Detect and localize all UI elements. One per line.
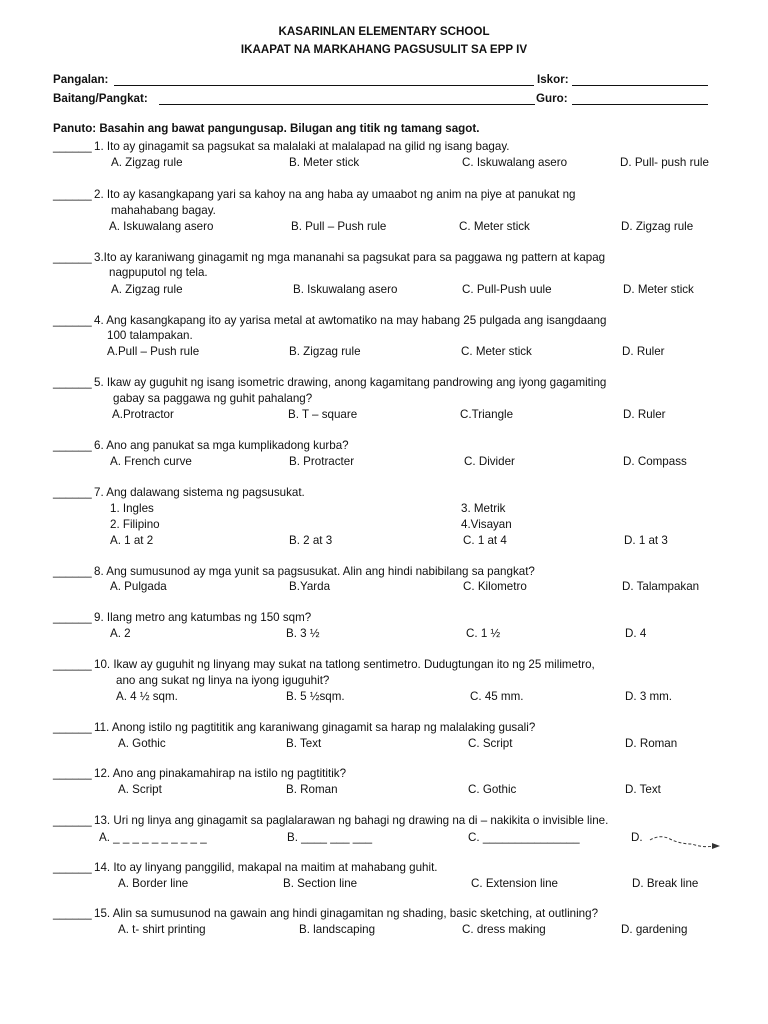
- choice-a[interactable]: A. Iskuwalang asero: [109, 220, 214, 233]
- choice-a[interactable]: A.Pull – Push rule: [107, 345, 200, 358]
- choice-d[interactable]: D. Roman: [625, 737, 678, 750]
- break-line-icon: [648, 834, 722, 852]
- choice-a[interactable]: A. Zigzag rule: [111, 156, 183, 169]
- exam-title: IKAAPAT NA MARKAHANG PAGSUSULIT SA EPP IV: [240, 43, 528, 56]
- choice-d[interactable]: D. 1 at 3: [624, 534, 668, 547]
- choice-d[interactable]: D. Ruler: [623, 408, 666, 421]
- choice-c[interactable]: C. Divider: [464, 455, 515, 468]
- choice-c[interactable]: C. Extension line: [471, 877, 558, 890]
- answer-blank[interactable]: ______: [53, 907, 92, 920]
- choice-c[interactable]: C.Triangle: [460, 408, 514, 421]
- question-text: 13. Uri ng linya ang ginagamit sa paglalarawan ng bahagi ng drawing na di – nakikita o invisible line.: [94, 814, 609, 827]
- choice-d[interactable]: D.: [631, 831, 643, 844]
- choice-b[interactable]: B. Protracter: [289, 455, 355, 468]
- choice-a[interactable]: A. Zigzag rule: [111, 283, 183, 296]
- choice-d[interactable]: D. Talampakan: [622, 580, 700, 593]
- option-4: 4.Visayan: [461, 518, 512, 531]
- choice-b[interactable]: B. Section line: [283, 877, 358, 890]
- pangalan-field[interactable]: [114, 85, 534, 86]
- question-text: 3.Ito ay karaniwang ginagamit ng mga mananahi sa pagsukat para sa paggawa ng pattern at kapag: [94, 251, 606, 264]
- answer-blank[interactable]: ______: [53, 251, 92, 264]
- answer-blank[interactable]: ______: [53, 140, 92, 153]
- question-text: 2. Ito ay kasangkapang yari sa kahoy na ang haba ay umaabot ng anim na piye at panukat ng: [94, 188, 576, 201]
- question-text: 11. Anong istilo ng pagtititik ang karaniwang ginagamit sa harap ng malalaking gusali?: [94, 721, 536, 734]
- choice-b[interactable]: B. Pull – Push rule: [291, 220, 387, 233]
- iskor-label: Iskor:: [537, 73, 569, 86]
- guro-field[interactable]: [572, 104, 708, 105]
- question-text: 7. Ang dalawang sistema ng pagsusukat.: [94, 486, 305, 499]
- answer-blank[interactable]: ______: [53, 376, 92, 389]
- choice-a[interactable]: A.Protractor: [112, 408, 174, 421]
- choice-c[interactable]: C. 1 at 4: [463, 534, 507, 547]
- baitang-field[interactable]: [159, 104, 535, 105]
- choice-c[interactable]: C. Kilometro: [463, 580, 527, 593]
- question-text: 14. Ito ay linyang panggilid, makapal na maitim at mahabang guhit.: [94, 861, 438, 874]
- answer-blank[interactable]: ______: [53, 188, 92, 201]
- question-text: 5. Ikaw ay guguhit ng isang isometric drawing, anong kagamitang pandrowing ang iyong gagamiting: [94, 376, 607, 389]
- question-text: 9. Ilang metro ang katumbas ng 150 sqm?: [94, 611, 312, 624]
- question-text: 12. Ano ang pinakamahirap na istilo ng pagtititik?: [94, 767, 347, 780]
- answer-blank[interactable]: ______: [53, 565, 92, 578]
- choice-a[interactable]: A. 1 at 2: [110, 534, 154, 547]
- question-text: 1. Ito ay ginagamit sa pagsukat sa malalaki at malalapad na gilid ng isang bagay.: [94, 140, 510, 153]
- choice-d[interactable]: D. Text: [625, 783, 661, 796]
- question-text: 15. Alin sa sumusunod na gawain ang hindi ginagamitan ng shading, basic sketching, at outlining?: [94, 907, 599, 920]
- question-text-cont: 100 talampakan.: [107, 329, 193, 342]
- question-text-cont: gabay sa paggawa ng guhit pahalang?: [113, 392, 313, 405]
- option-2: 2. Filipino: [110, 518, 160, 531]
- choice-d[interactable]: D. Compass: [623, 455, 687, 468]
- choice-d[interactable]: D. 4: [625, 627, 647, 640]
- choice-c[interactable]: C. Script: [468, 737, 513, 750]
- choice-b[interactable]: B. 5 ½sqm.: [286, 690, 345, 703]
- answer-blank[interactable]: ______: [53, 721, 92, 734]
- question-text-cont: nagpuputol ng tela.: [109, 266, 208, 279]
- school-name: KASARINLAN ELEMENTARY SCHOOL: [278, 25, 490, 38]
- iskor-field[interactable]: [572, 85, 708, 86]
- choice-a[interactable]: A. Gothic: [118, 737, 166, 750]
- choice-c[interactable]: C. Meter stick: [461, 345, 532, 358]
- choice-a[interactable]: A. t- shirt printing: [118, 923, 206, 936]
- answer-blank[interactable]: ______: [53, 314, 92, 327]
- choice-b[interactable]: B. Iskuwalang asero: [293, 283, 398, 296]
- instructions: Panuto: Basahin ang bawat pangungusap. Bilugan ang titik ng tamang sagot.: [53, 122, 480, 135]
- choice-a[interactable]: A. Border line: [118, 877, 189, 890]
- choice-b[interactable]: B. 2 at 3: [289, 534, 333, 547]
- choice-b[interactable]: B. 3 ½: [286, 627, 320, 640]
- choice-c[interactable]: C. Pull-Push uule: [462, 283, 552, 296]
- choice-d[interactable]: D. gardening: [621, 923, 688, 936]
- baitang-label: Baitang/Pangkat:: [53, 92, 148, 105]
- guro-label: Guro:: [536, 92, 568, 105]
- choice-d[interactable]: D. Ruler: [622, 345, 665, 358]
- choice-b[interactable]: B. T – square: [288, 408, 358, 421]
- choice-c[interactable]: C. Iskuwalang asero: [462, 156, 568, 169]
- choice-c[interactable]: C. 45 mm.: [470, 690, 524, 703]
- choice-b[interactable]: B. ____ ___ ___: [287, 831, 373, 844]
- choice-d[interactable]: D. Meter stick: [623, 283, 694, 296]
- question-text: 6. Ano ang panukat sa mga kumplikadong kurba?: [94, 439, 349, 452]
- choice-b[interactable]: B. Text: [286, 737, 322, 750]
- choice-a[interactable]: A. 2: [110, 627, 131, 640]
- answer-blank[interactable]: ______: [53, 658, 92, 671]
- choice-b[interactable]: B. Meter stick: [289, 156, 360, 169]
- choice-c[interactable]: C. _______________: [468, 831, 580, 844]
- choice-d[interactable]: D. Pull- push rule: [620, 156, 709, 169]
- choice-c[interactable]: C. Meter stick: [459, 220, 530, 233]
- answer-blank[interactable]: ______: [53, 861, 92, 874]
- question-text: 10. Ikaw ay guguhit ng linyang may sukat na tatlong sentimetro. Dudugtungan ito ng 25 milimetro,: [94, 658, 595, 671]
- question-text: 8. Ang sumusunod ay mga yunit sa pagsusukat. Alin ang hindi nabibilang sa pangkat?: [94, 565, 535, 578]
- choice-b[interactable]: B. Roman: [286, 783, 338, 796]
- choice-a[interactable]: A. _ _ _ _ _ _ _ _ _ _: [99, 831, 207, 844]
- choice-a[interactable]: A. Pulgada: [110, 580, 167, 593]
- choice-b[interactable]: B.Yarda: [289, 580, 331, 593]
- choice-a[interactable]: A. French curve: [110, 455, 192, 468]
- choice-d[interactable]: D. Break line: [632, 877, 699, 890]
- question-text: 4. Ang kasangkapang ito ay yarisa metal at awtomatiko na may habang 25 pulgada ang isangdaang: [94, 314, 607, 327]
- choice-d[interactable]: D. 3 mm.: [625, 690, 673, 703]
- choice-a[interactable]: A. Script: [118, 783, 162, 796]
- choice-b[interactable]: B. Zigzag rule: [289, 345, 361, 358]
- choice-c[interactable]: C. Gothic: [468, 783, 517, 796]
- question-text-cont: ano ang sukat ng linya na iyong iguguhit?: [116, 674, 330, 687]
- option-1: 1. Ingles: [110, 502, 154, 515]
- answer-blank[interactable]: ______: [53, 486, 92, 499]
- choice-a[interactable]: A. 4 ½ sqm.: [116, 690, 178, 703]
- option-3: 3. Metrik: [461, 502, 506, 515]
- pangalan-label: Pangalan:: [53, 73, 109, 86]
- question-text-cont: mahahabang bagay.: [111, 204, 216, 217]
- answer-blank[interactable]: ______: [53, 767, 92, 780]
- answer-blank[interactable]: ______: [53, 611, 92, 624]
- answer-blank[interactable]: ______: [53, 439, 92, 452]
- choice-c[interactable]: C. 1 ½: [466, 627, 501, 640]
- answer-blank[interactable]: ______: [53, 814, 92, 827]
- choice-c[interactable]: C. dress making: [462, 923, 546, 936]
- choice-d[interactable]: D. Zigzag rule: [621, 220, 694, 233]
- choice-b[interactable]: B. landscaping: [299, 923, 376, 936]
